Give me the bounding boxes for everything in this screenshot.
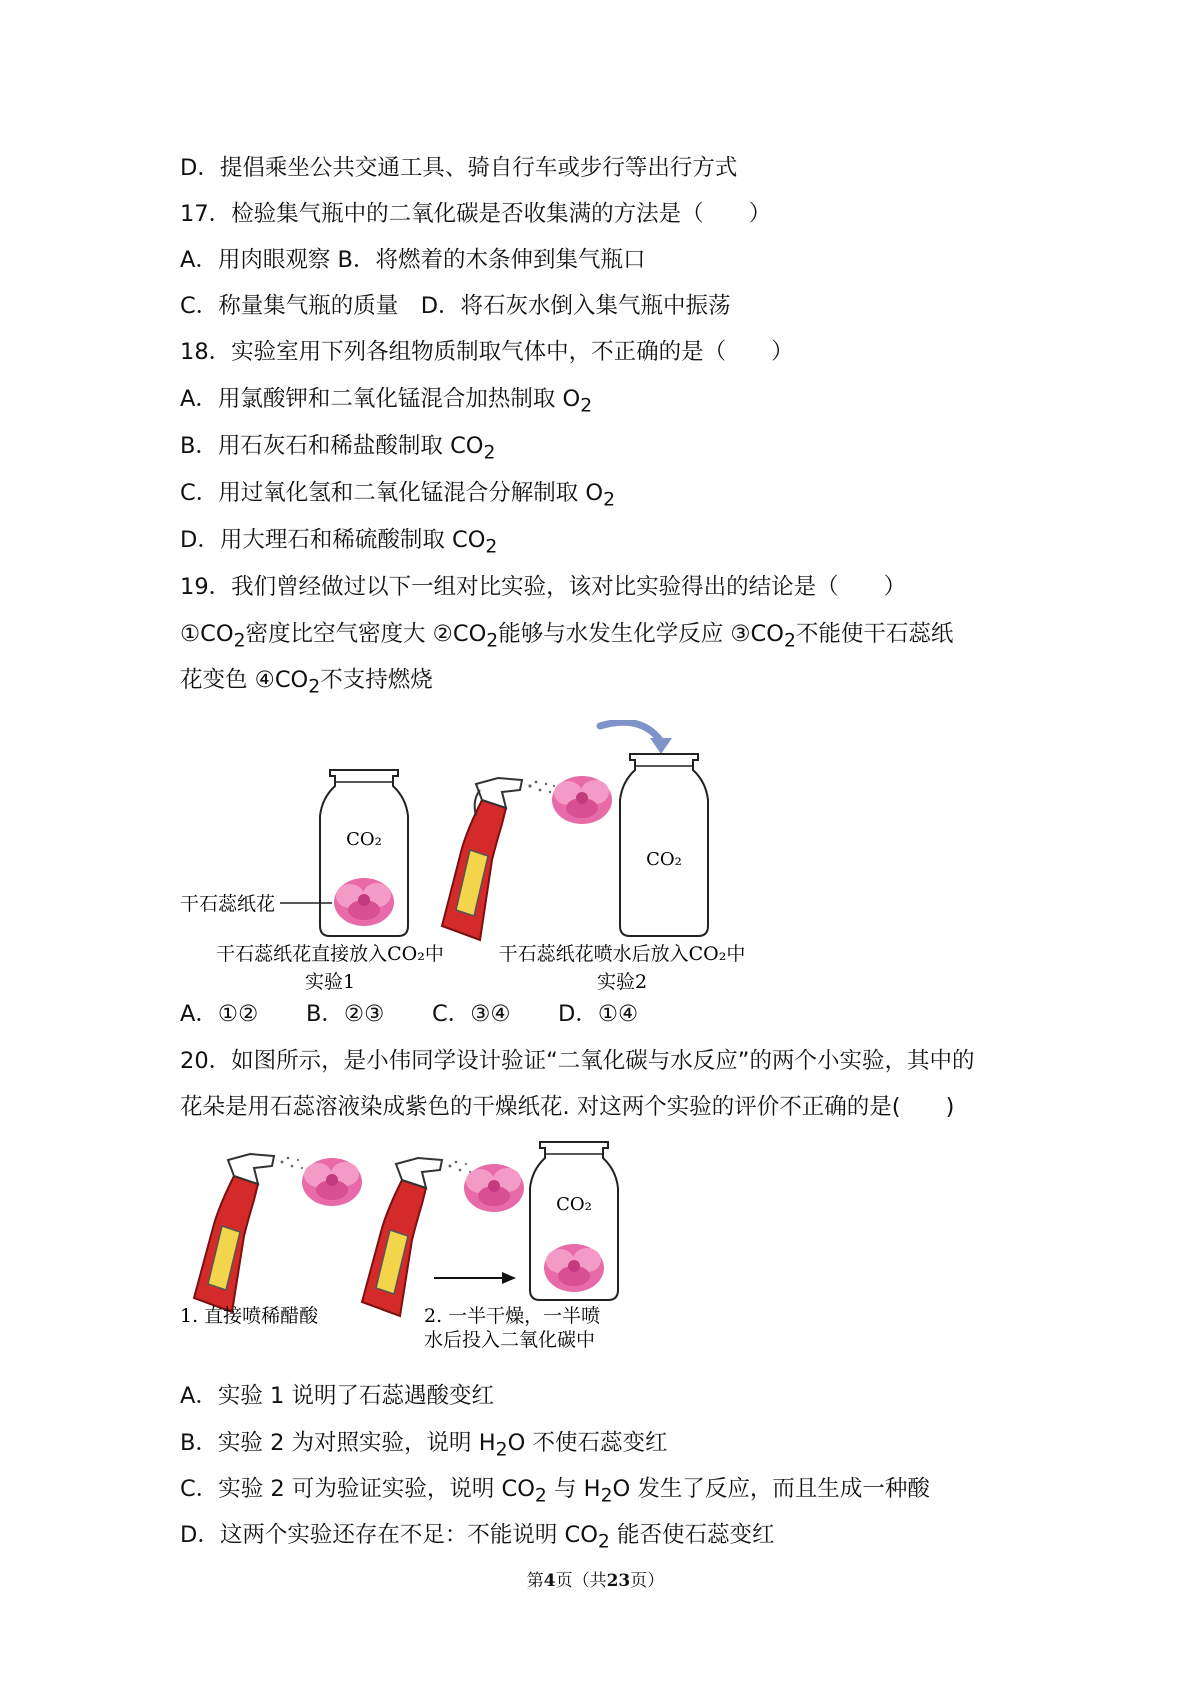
jar-1-label: CO₂: [346, 829, 382, 850]
q18-a-text: A．用氯酸钾和二氧化锰混合加热制取 O: [180, 386, 581, 412]
q19-stem: 19．我们曾经做过以下一组对比实验，该对比实验得出的结论是（ ）: [180, 574, 907, 600]
q20-stem-line2: 花朵是用石蕊溶液染成紫色的干燥纸花. 对这两个实验的评价不正确的是( ): [180, 1094, 955, 1120]
q19-statements-line2: [180, 664, 433, 704]
spray-bottle-icon: [442, 778, 522, 940]
q17-options-cd: C．称量集气瓶的质量 D．将石灰水倒入集气瓶中振荡: [180, 293, 731, 319]
q19-s1-prefix: ①CO: [180, 621, 234, 647]
q20-caption-2-line2: 水后投入二氧化碳中: [424, 1329, 596, 1350]
exp2-name: 实验2: [596, 971, 648, 992]
flower-label: 干石蕊纸花: [180, 893, 276, 915]
q17-stem: 17．检验集气瓶中的二氧化碳是否收集满的方法是（ ）: [180, 201, 772, 227]
q18-option-d: [180, 524, 497, 564]
q18-stem: 18．实验室用下列各组物质制取气体中，不正确的是（ ）: [180, 339, 794, 365]
spray-bottle-1-icon: [194, 1154, 274, 1312]
q19-option-c: C．③④: [432, 1001, 511, 1027]
q18-a-subscript: 2: [580, 395, 593, 417]
q20-d-text2: 能否使石蕊变红: [609, 1522, 775, 1548]
jar-2: [620, 754, 708, 936]
jar-2-label: CO₂: [646, 849, 682, 870]
exp2-caption: 干石蕊纸花喷水后放入CO₂中: [498, 943, 746, 965]
q19-option-b: B．②③: [306, 1001, 385, 1027]
q18-c-text: C．用过氧化氢和二氧化锰混合分解制取 O: [180, 480, 604, 506]
footer-mid: 页（共: [555, 1571, 607, 1591]
q20-d-sub: 2: [597, 1531, 610, 1553]
footer-page-number: 4: [543, 1571, 556, 1591]
exp1-name: 实验1: [304, 971, 356, 992]
spray-bottle-2-icon: [362, 1158, 442, 1316]
q20-option-c: [180, 1473, 930, 1513]
q18-d-text: D．用大理石和稀硫酸制取 CO: [180, 527, 486, 553]
q20-option-d: [180, 1519, 775, 1559]
q18-c-subscript: 2: [603, 489, 616, 511]
q20-option-b: [180, 1427, 667, 1467]
q20-d-text1: D．这两个实验还存在不足：不能说明 CO: [180, 1522, 598, 1548]
footer-total-pages: 23: [606, 1571, 631, 1591]
q19-option-d: D．①④: [558, 1001, 639, 1027]
q19-s3-text: 不能使干石蕊纸: [795, 621, 954, 647]
q20-b-text1: B．实验 2 为对照实验，说明 H: [180, 1430, 496, 1456]
arrow-right-icon: [434, 1272, 516, 1284]
q20-stem-line1: 20．如图所示，是小伟同学设计验证“二氧化碳与水反应”的两个小实验，其中的: [180, 1048, 975, 1074]
q20-c-text1: C．实验 2 可为验证实验，说明 CO: [180, 1476, 535, 1502]
q18-b-text: B．用石灰石和稀盐酸制取 CO: [180, 433, 484, 459]
flower-in-jar: [544, 1244, 604, 1292]
q17-options-ab: A．用肉眼观察 B．将燃着的木条伸到集气瓶口: [180, 247, 646, 273]
q19-figure: [180, 720, 800, 992]
q20-c-sub2: 2: [600, 1485, 613, 1507]
flower-2: [464, 1164, 524, 1212]
q19-sub-2: 2: [486, 630, 499, 652]
footer-post: 页）: [630, 1571, 665, 1591]
q19-statements-line1: [180, 618, 953, 658]
q19-sub-3: 2: [783, 630, 796, 652]
q20-caption-1: 1. 直接喷稀醋酸: [180, 1305, 319, 1327]
q16-option-d: D．提倡乘坐公共交通工具、骑自行车或步行等出行方式: [180, 155, 738, 181]
flower-outside: [552, 776, 612, 824]
q18-option-c: [180, 477, 615, 517]
q19-s2-text: 能够与水发生化学反应 ③CO: [498, 621, 784, 647]
spray-mist-2: [449, 1161, 472, 1173]
q20-caption-2-line1: 2. 一半干燥，一半喷: [424, 1305, 601, 1327]
q19-s1-text: 密度比空气密度大 ②CO: [245, 621, 487, 647]
q19-s4-text: 不支持燃烧: [320, 667, 433, 693]
q18-d-subscript: 2: [485, 536, 498, 558]
q18-option-b: [180, 430, 495, 470]
q19-sub-4: 2: [308, 676, 321, 698]
flower-1: [302, 1158, 362, 1206]
q20-figure: [180, 1140, 660, 1350]
q18-option-a: [180, 383, 592, 423]
co2-jar-label: CO₂: [556, 1194, 592, 1215]
q20-c-sub1: 2: [534, 1485, 547, 1507]
flower-in-jar-1: [334, 878, 394, 926]
page-footer: [0, 1566, 1191, 1591]
q20-c-text3: O 发生了反应，而且生成一种酸: [612, 1476, 930, 1502]
q20-b-sub: 2: [495, 1439, 508, 1461]
q20-option-a: A．实验 1 说明了石蕊遇酸变红: [180, 1383, 495, 1409]
spray-mist-1: [281, 1157, 304, 1169]
q20-b-text2: O 不使石蕊变红: [507, 1430, 668, 1456]
q20-c-text2: 与 H: [546, 1476, 601, 1502]
q19-line2-prefix: 花变色 ④CO: [180, 667, 309, 693]
footer-pre: 第: [526, 1571, 544, 1591]
q18-b-subscript: 2: [483, 442, 496, 464]
curved-arrow-icon: [600, 722, 672, 754]
q19-sub-1: 2: [233, 630, 246, 652]
spray-mist: [528, 781, 555, 794]
q19-option-a: A．①②: [180, 1001, 259, 1027]
exp1-caption: 干石蕊纸花直接放入CO₂中: [216, 943, 444, 965]
